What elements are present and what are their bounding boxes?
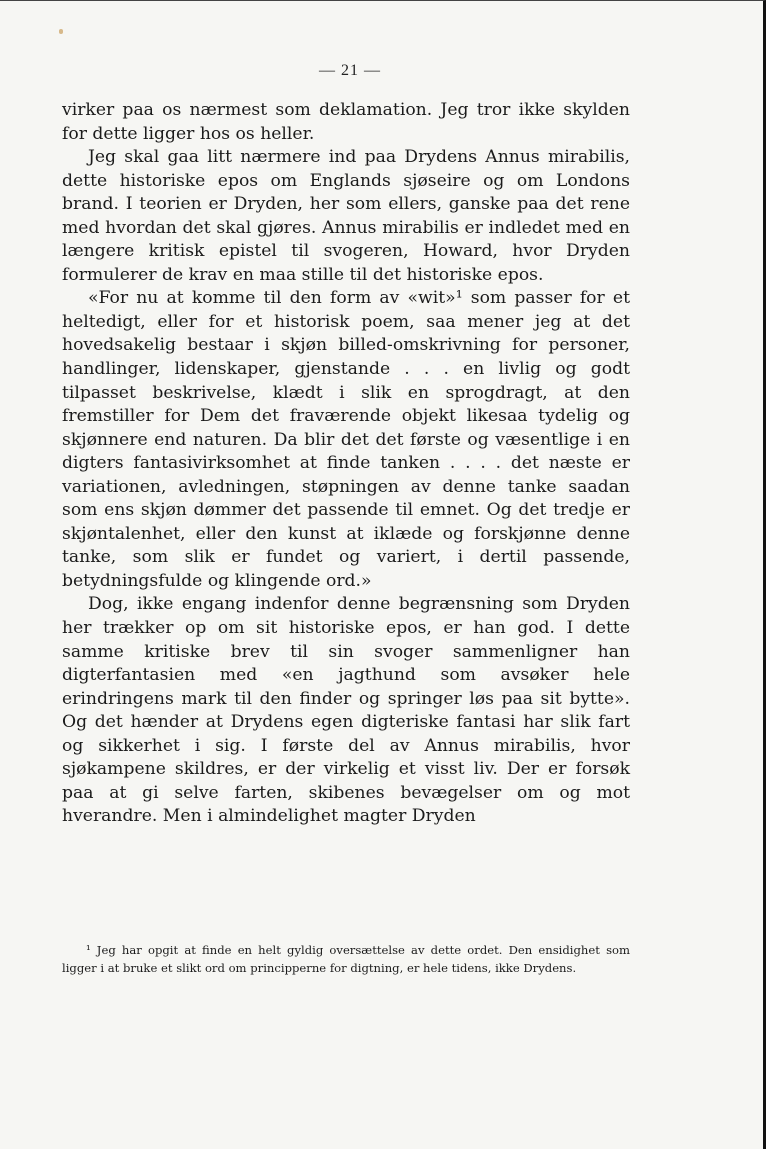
paragraph: «For nu at komme til den form av «wit»¹ som passer for et heltedigt, eller for et historisk poem, saa mener jeg at det hovedsakelig bestaar i skjøn billed-omskrivning for personer, handlinger, lidenskaper, gjenstande . . . en livlig og godt tilpasset beskrivelse, klædt i slik en sprogdragt, at den fremstiller for Dem det fraværende objekt likesaa tydelig og skjønnere end naturen. Da blir det det første og væsentlige i en digters fantasivirksomhet at finde tanken . . . . det næste er variationen, avledningen, støpningen av denne tanke saadan som ens skjøn dømmer det passende til emnet. Og det tredje er skjøntalenhet, eller den kunst at iklæde og forskjønne denne tanke, som slik er fundet og variert, i dertil passende, betydningsfulde og klingende ord.» — [62, 288, 630, 591]
paper-stain — [59, 29, 63, 34]
page-number: — 21 — — [319, 62, 381, 79]
paragraph: Dog, ikke engang indenfor denne begrænsning som Dryden her trækker op om sit historiske epos, er han god. I dette samme kritiske brev til sin svoger sammenligner han digterfantasien med «en jagthund som avsøker hele erindringens mark til den finder og springer løs paa sit bytte». Og det hænder at Drydens egen digteriske fantasi har slik fart og sikkerhet i sig. I første del av Annus mirabilis, hvor sjøkampene skildres, er der virkelig et visst liv. Der er forsøk paa at gi selve farten, skibenes bevægelser om og mot hverandre. Men i almindelighet magter Dryden — [62, 594, 630, 827]
footnotes — [62, 941, 630, 977]
footnote: ¹ Jeg har opgit at finde en helt gyldig oversættelse av dette ordet. Den ensidighet som ligger i at bruke et slikt ord om principperne for digtning, er hele tidens, ikke Drydens. — [62, 943, 630, 975]
paragraph: virker paa os nærmest som deklamation. Jeg tror ikke skylden for dette ligger hos os heller. — [62, 100, 630, 144]
body-text — [62, 99, 630, 829]
paragraph: Jeg skal gaa litt nærmere ind paa Drydens Annus mirabilis, dette historiske epos om Englands sjøseire og om Londons brand. I teorien er Dryden, her som ellers, ganske paa det rene med hvordan det skal gjøres. Annus mirabilis er indledet med en længere kritisk epistel til svogeren, Howard, hvor Dryden formulerer de krav en maa stille til det historiske epos. — [62, 147, 630, 285]
